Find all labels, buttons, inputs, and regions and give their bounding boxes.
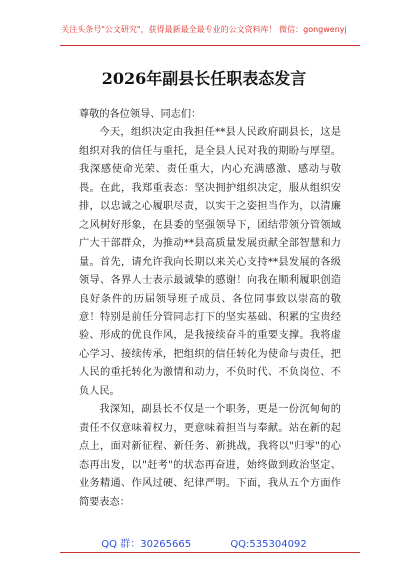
document-body <box>79 106 341 512</box>
salutation: 尊敬的各位领导、同志们： <box>79 109 202 120</box>
paragraph-2: 我深知，副县长不仅是一个职务，更是一份沉甸甸的责任不仅意味着权力，更意味着担当与奉献。站在新的起点上，面对新征程、新任务、新挑战，我将以"归零"的心态再出发，以"赶考"的状态再奋进，始终做到政治坚定、业务精通、作风过硬、纪律严明。下面，我从五个方面作简要表态： <box>79 404 341 508</box>
header-divider <box>60 45 360 46</box>
document-title: 2026年副县长任职表态发言 <box>101 69 307 88</box>
header-note: 关注头条号"公文研究"，获得最新最全最专业的公文资料库！ 微信：gongwenyj <box>61 25 347 34</box>
footer-qq-group: QQ 群：30265665 <box>101 539 192 550</box>
paragraph-1: 今天，组织决定由我担任**县人民政府副县长，这是组织对我的信任与重托，是全县人民对我的期盼与厚望。我深感使命光荣、责任重大，内心充满感激、感动与敬畏。在此，我郑重表态：坚决拥护组织决定，服从组织安排，以忠诚之心履职尽责，以实干之姿担当作为，以清廉之风树好形象，在县委的坚强领导下，团结带领分管领域广大干部群众，为推动**县高质量发展贡献全部智慧和力量。首先，请允许我向长期以来关心支持**县发展的各级领导、各界人士表示最诚挚的感谢！向我在顺利履职创造良好条件的历届领导班子成员、各位同事致以崇高的敬意！特别是前任分管同志打下的坚实基础、积累的宝贵经验、形成的优良作风，是我接续奋斗的重要支撑。我将虚心学习、接续传承，把组织的信任转化为使命与责任，把人民的重托转化为激情和动力，不负时代、不负岗位、不负人民。 <box>79 127 341 397</box>
footer <box>0 535 408 550</box>
footer-divider <box>60 552 360 553</box>
footer-qq-contact: QQ:535304092 <box>230 539 307 550</box>
